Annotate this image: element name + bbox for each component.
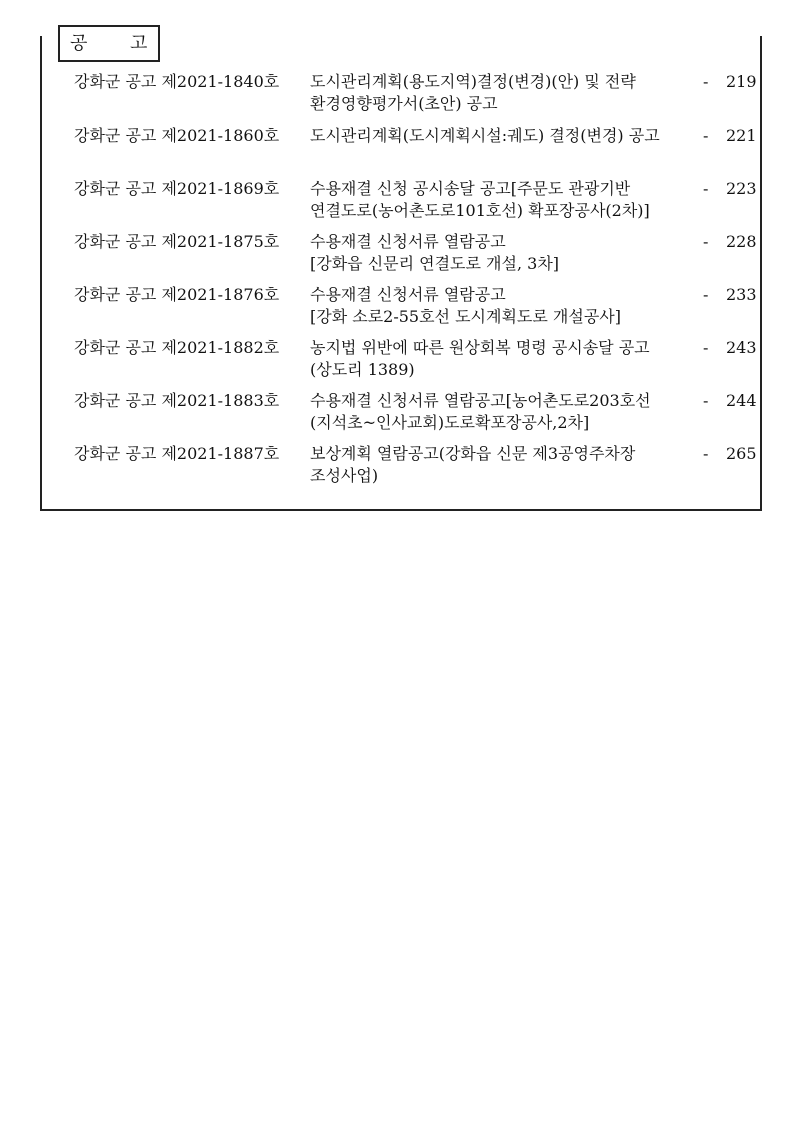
title-line: 수용재결 신청서류 열람공고[농어촌도로203호선	[310, 391, 651, 410]
page-number: 228	[726, 232, 757, 251]
title-line: [강화읍 신문리 연결도로 개설, 3차]	[310, 254, 560, 273]
notice-number: 강화군 공고 제2021-1875호	[74, 232, 280, 251]
page-number: 223	[726, 179, 757, 198]
leader-dash: -	[703, 232, 709, 251]
notice-title	[310, 178, 702, 222]
notice-number: 강화군 공고 제2021-1883호	[74, 391, 280, 410]
notice-number: 강화군 공고 제2021-1882호	[74, 338, 280, 357]
section-heading-char-2: 고	[130, 33, 148, 54]
notice-title	[310, 443, 702, 487]
leader-dash: -	[703, 338, 709, 357]
section-heading-char-1: 공	[70, 33, 88, 54]
notice-title	[310, 284, 702, 328]
notice-number: 강화군 공고 제2021-1869호	[74, 179, 280, 198]
page-number: 265	[726, 444, 757, 463]
notice-title	[310, 125, 702, 147]
section-heading	[58, 25, 160, 62]
title-line: 농지법 위반에 따른 원상회복 명령 공시송달 공고	[310, 338, 650, 357]
title-line: (지석초~인사교회)도로확포장공사,2차]	[310, 413, 590, 432]
notice-number: 강화군 공고 제2021-1860호	[74, 126, 280, 145]
leader-dash: -	[703, 391, 709, 410]
notice-title	[310, 71, 702, 115]
leader-dash: -	[703, 179, 709, 198]
title-line: 도시관리계획(도시계획시설:궤도) 결정(변경) 공고	[310, 126, 660, 145]
title-line: 도시관리계획(용도지역)결정(변경)(안) 및 전략	[310, 72, 636, 91]
page-number: 243	[726, 338, 757, 357]
title-line: 환경영향평가서(초안) 공고	[310, 94, 498, 113]
notice-number: 강화군 공고 제2021-1887호	[74, 444, 280, 463]
leader-dash: -	[703, 285, 709, 304]
notice-number: 강화군 공고 제2021-1876호	[74, 285, 280, 304]
title-line: 보상계획 열람공고(강화읍 신문 제3공영주차장	[310, 444, 636, 463]
page-number: 219	[726, 72, 757, 91]
notice-title	[310, 337, 702, 381]
title-line: [강화 소로2-55호선 도시계획도로 개설공사]	[310, 307, 621, 326]
page-number: 221	[726, 126, 757, 145]
leader-dash: -	[703, 444, 709, 463]
notice-title	[310, 390, 702, 434]
page-number: 233	[726, 285, 757, 304]
leader-dash: -	[703, 72, 709, 91]
title-line: (상도리 1389)	[310, 360, 415, 379]
notice-title	[310, 231, 702, 275]
notice-number: 강화군 공고 제2021-1840호	[74, 72, 280, 91]
title-line: 수용재결 신청서류 열람공고	[310, 232, 506, 251]
page-number: 244	[726, 391, 757, 410]
title-line: 수용재결 신청서류 열람공고	[310, 285, 506, 304]
title-line: 연결도로(농어촌도로101호선) 확포장공사(2차)]	[310, 201, 650, 220]
title-line: 조성사업)	[310, 466, 379, 485]
leader-dash: -	[703, 126, 709, 145]
title-line: 수용재결 신청 공시송달 공고[주문도 관광기반	[310, 179, 631, 198]
